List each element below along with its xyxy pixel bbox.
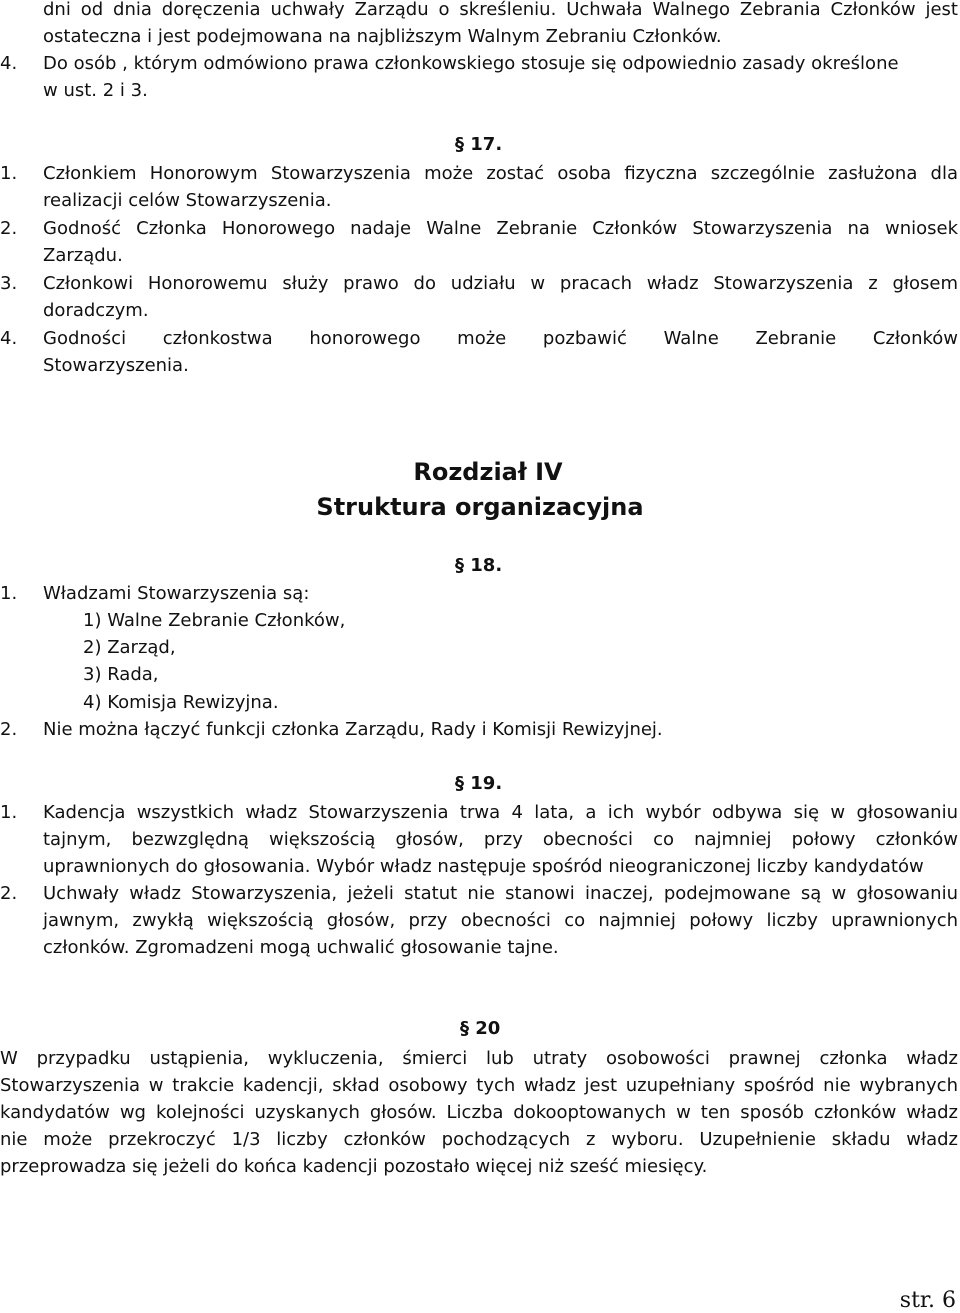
- page-number: str. 6: [899, 1288, 956, 1313]
- section-heading: § 19.: [455, 773, 503, 794]
- sub-list-item: 4) Komisja Rewizyjna.: [83, 692, 279, 713]
- section-sign-icon: §: [460, 1018, 469, 1039]
- sub-list-item: 1) Walne Zebranie Członków,: [83, 610, 346, 631]
- section-sign-icon: §: [455, 555, 464, 576]
- chapter-title: Rozdział IV: [413, 458, 563, 486]
- sub-list-item: 2) Zarząd,: [83, 637, 176, 658]
- section-heading: § 20: [460, 1018, 501, 1039]
- sub-list-item: 3) Rada,: [83, 664, 159, 685]
- section-heading: § 18.: [455, 555, 503, 576]
- chapter-subtitle: Struktura organizacyjna: [316, 493, 644, 521]
- section-sign-icon: §: [455, 134, 464, 155]
- section-sign-icon: §: [455, 773, 464, 794]
- document-page: dni od dnia doręczenia uchwały Zarządu o skreśleniu. Uchwała Walnego Zebrania Członków jest ostateczna i jest podejmowana na najbliższym Walnym Zebraniu Członków. 4. Do osób , którym odmówiono prawa członkowskiego stosuje się odpowiednio zasady określone w ust. 2 i 3. § 17. 1. Członkiem Honorowym Stowarzyszenia może zostać osoba fizyczna szczególnie zasłużona dla realizacji celów Stowarzyszenia. 2. Godność Członka Honorowego nadaje Walne Zebranie Członków Stowarzyszenia na wniosek Zarządu. 3. Członkowi Honorowemu służy prawo do udziału w pracach władz Stowarzyszenia z głosem doradczym. 4. Godności członkostwa honorowego może pozbawić Walne Zebranie Członków Stowarzyszenia. Rozdział IV Struktura organizacyjna § 18. 1. Władzami Stowarzyszenia są: 1) Walne Zebranie Członków, 2) Zarząd, 3) Rada, 4) Komisja Rewizyjna. 2. Nie można łączyć funkcji członka Zarządu, Rady i Komisji Rewizyjnej. § 19. 1. Kadencja wszystkich władz Stowarzyszenia trwa 4 lata, a ich wybór odbywa się w głosowaniu tajnym, bezwzględną większością głosów, przy obecności co najmniej połowy członków uprawnionych do głosowania. Wybór władz następuje spośród nieograniczonej liczby kandydatów 2. Uchwały władz Stowarzyszenia, jeżeli statut nie stanowi inaczej, podejmowane są w głosowaniu jawnym, zwykłą większością głosów, przy obecności co najmniej połowy liczby uprawnionych członków. Zgromadzeni mogą uchwalić głosowanie tajne. § 20 W przypadku ustąpienia, wykluczenia, śmierci lub utraty osobowości prawnej członka władz Stowarzyszenia w trakcie kadencji, skład osobowy tych władz jest uzupełniany spośród nie wybranych kandydatów wg kolejności uzyskanych głosów. Liczba dokooptowanych w ten sposób członków władz nie może przekroczyć 1/3 liczby członków pochodzących z wyboru. Uzupełnienie składu władz przeprowadza się jeżeli do końca kadencji pozostało więcej niż sześć miesięcy. str. 6: [0, 0, 960, 1313]
- section-heading: § 17.: [455, 134, 503, 155]
